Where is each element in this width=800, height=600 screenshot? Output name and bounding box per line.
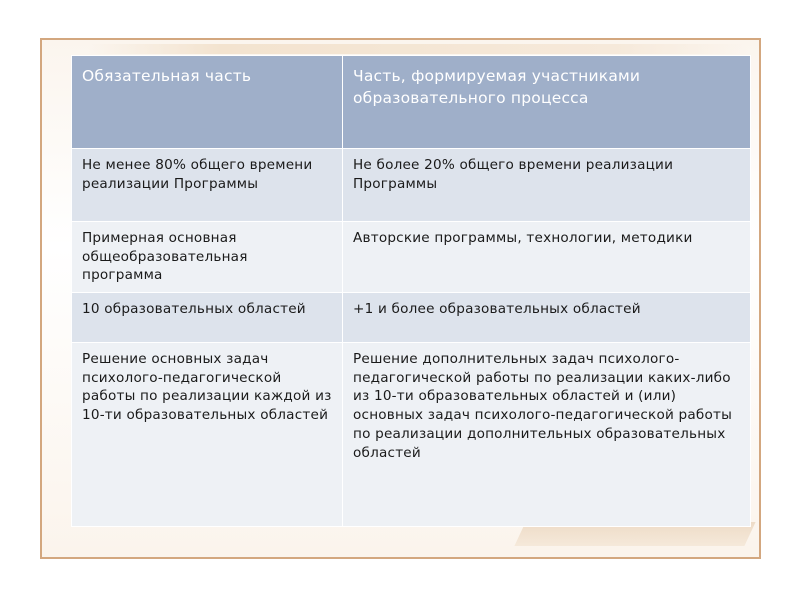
header-cell-participants: Часть, формируемая участниками образовательного процесса [343, 56, 751, 149]
table-cell: Примерная основная общеобразовательная программа [72, 222, 343, 293]
table-header-row [72, 56, 751, 149]
table-cell: Не менее 80% общего времени реализации Программы [72, 149, 343, 222]
decorative-band [88, 44, 748, 54]
comparison-table [71, 55, 750, 527]
table-cell: Решение основных задач психолого-педагогической работы по реализации каждой из 10-ти образовательных областей [72, 343, 343, 527]
table-cell: 10 образовательных областей [72, 293, 343, 343]
table-cell: Авторские программы, технологии, методики [343, 222, 751, 293]
table-cell: Решение дополнительных задач психолого-педагогической работы по реализации каких-либо из 10-ти образовательных областей и (или) основных задач психолого-педагогической работы по реализации дополнительных образовательных областей [343, 343, 751, 527]
table-cell: +1 и более образовательных областей [343, 293, 751, 343]
table-row [72, 343, 751, 527]
table-row [72, 293, 751, 343]
header-cell-mandatory: Обязательная часть [72, 56, 343, 149]
table-row [72, 222, 751, 293]
table-cell: Не более 20% общего времени реализации Программы [343, 149, 751, 222]
table-row [72, 149, 751, 222]
